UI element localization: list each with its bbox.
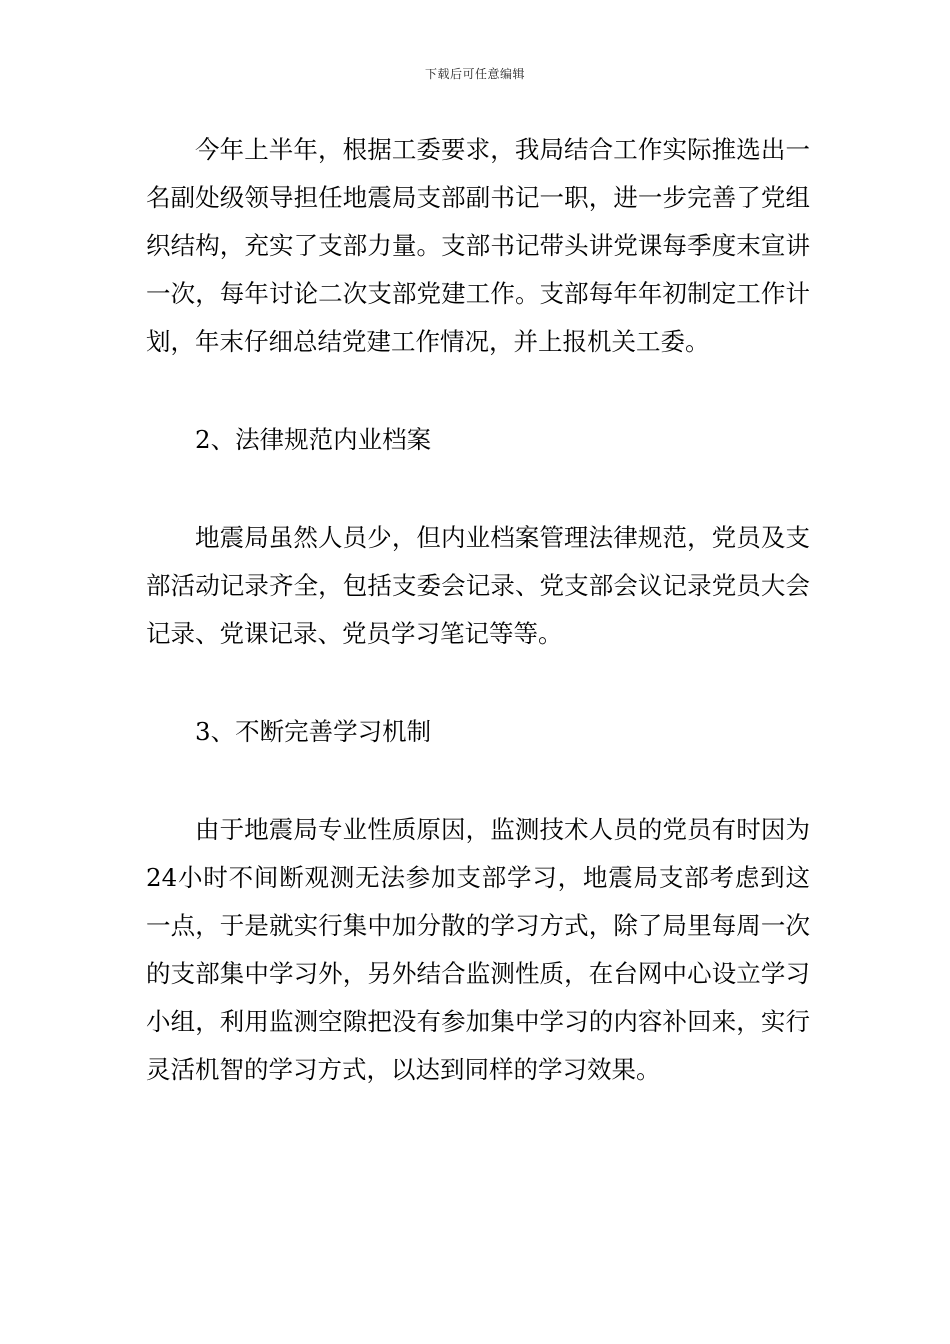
section-heading-learning: 3、不断完善学习机制 <box>195 717 432 746</box>
page-header: 下载后可任意编辑 <box>424 67 525 81</box>
paragraph-learning: 由于地震局专业性质原因，监测技术人员的党员有时因为24小时不间断观测无法参加支部学习，地震局支部考虑到这一点，于是就实行集中加分散的学习方式，除了局里每周一次的支部集中学习外，另外结合监测性质，在台网中心设立学习小组，利用监测空隙把没有参加集中学习的内容补回来，实行灵活机智的学习方式，以达到同样的学习效果。 <box>146 815 810 1084</box>
section-heading-archives: 2、法律规范内业档案 <box>195 425 432 454</box>
document-body <box>146 126 810 1094</box>
paragraph-archives: 地震局虽然人员少，但内业档案管理法律规范，党员及支部活动记录齐全，包括支委会记录、党支部会议记录党员大会记录、党课记录、党员学习笔记等等。 <box>146 523 810 648</box>
paragraph-party-structure: 今年上半年，根据工委要求，我局结合工作实际推选出一名副处级领导担任地震局支部副书记一职，进一步完善了党组织结构，充实了支部力量。支部书记带头讲党课每季度末宣讲一次，每年讨论二次支部党建工作。支部每年年初制定工作计划，年末仔细总结党建工作情况，并上报机关工委。 <box>146 135 810 356</box>
